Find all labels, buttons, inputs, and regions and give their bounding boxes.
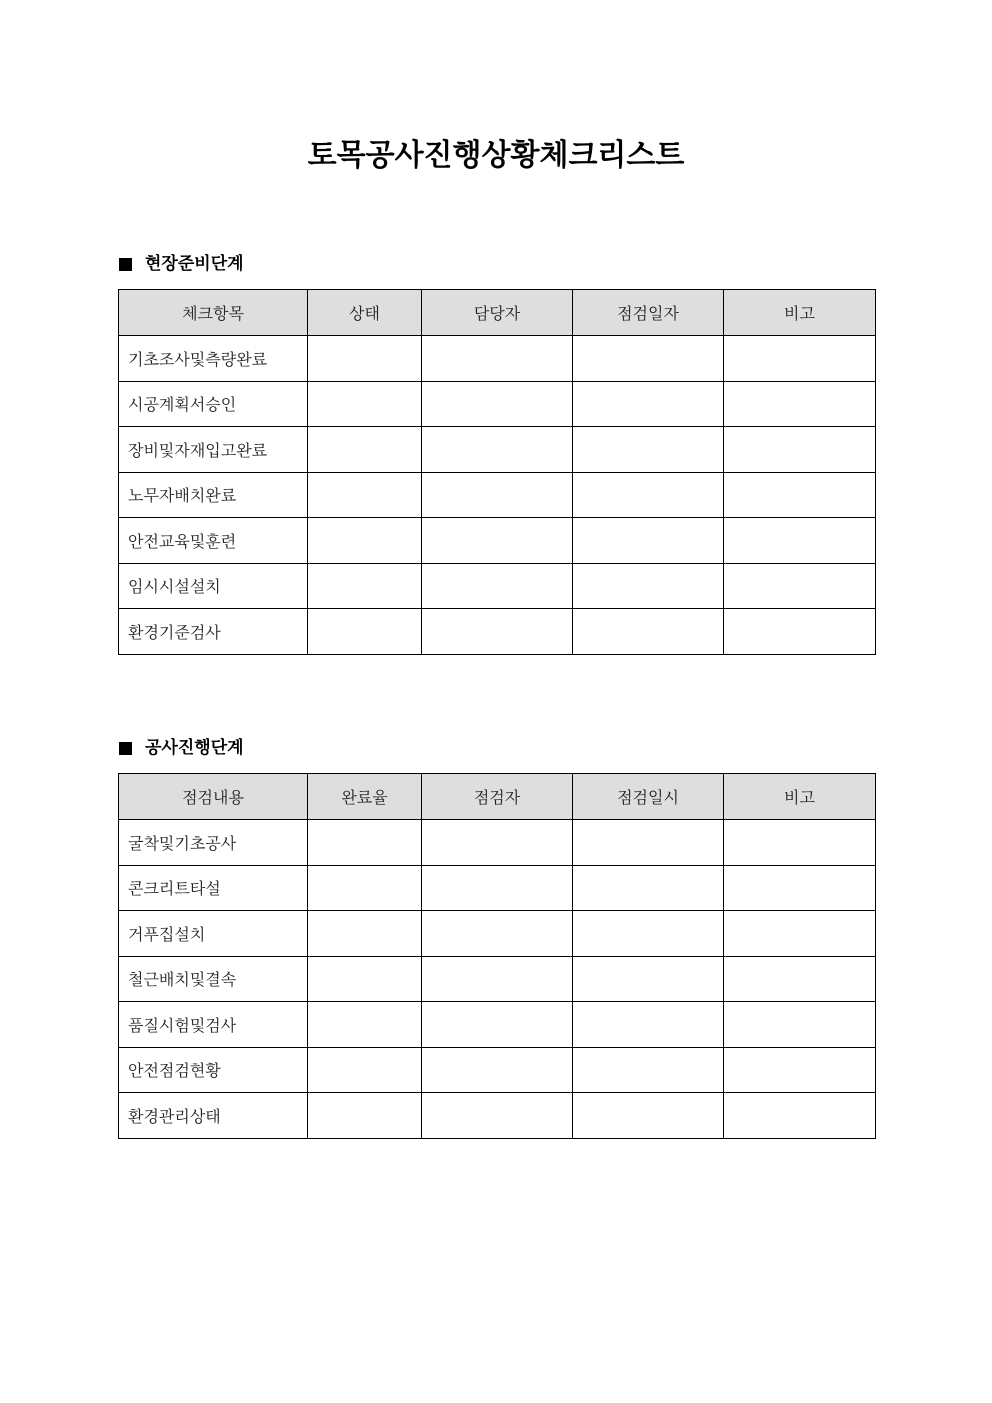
- inspection-item-cell: 안전점검현황: [119, 1047, 308, 1093]
- completion-rate-cell[interactable]: [308, 1047, 422, 1093]
- inspector-cell[interactable]: [422, 1002, 573, 1048]
- column-header-note: 비고: [724, 774, 876, 820]
- datetime-cell[interactable]: [573, 865, 724, 911]
- inspection-item-cell: 환경관리상태: [119, 1093, 308, 1139]
- manager-cell[interactable]: [422, 518, 573, 564]
- note-cell[interactable]: [724, 1002, 876, 1048]
- inspector-cell[interactable]: [422, 956, 573, 1002]
- completion-rate-cell[interactable]: [308, 1002, 422, 1048]
- inspector-cell[interactable]: [422, 820, 573, 866]
- date-cell[interactable]: [573, 381, 724, 427]
- note-cell[interactable]: [724, 956, 876, 1002]
- note-cell[interactable]: [724, 381, 876, 427]
- section-heading-site-preparation: [119, 252, 244, 276]
- note-cell[interactable]: [724, 911, 876, 957]
- table-row: [119, 427, 876, 473]
- note-cell[interactable]: [724, 820, 876, 866]
- manager-cell[interactable]: [422, 381, 573, 427]
- table-row: [119, 472, 876, 518]
- inspector-cell[interactable]: [422, 911, 573, 957]
- manager-cell[interactable]: [422, 427, 573, 473]
- column-header-check-item: 체크항목: [119, 290, 308, 336]
- completion-rate-cell[interactable]: [308, 1093, 422, 1139]
- table-row: [119, 336, 876, 382]
- datetime-cell[interactable]: [573, 911, 724, 957]
- construction-progress-table: [118, 773, 876, 1139]
- date-cell[interactable]: [573, 472, 724, 518]
- table-row: [119, 1093, 876, 1139]
- check-item-cell: 기초조사및측량완료: [119, 336, 308, 382]
- table-row: [119, 1047, 876, 1093]
- table-row: [119, 956, 876, 1002]
- status-cell[interactable]: [308, 518, 422, 564]
- table-row: [119, 1002, 876, 1048]
- inspector-cell[interactable]: [422, 1047, 573, 1093]
- note-cell[interactable]: [724, 472, 876, 518]
- note-cell[interactable]: [724, 1047, 876, 1093]
- note-cell[interactable]: [724, 1093, 876, 1139]
- datetime-cell[interactable]: [573, 1093, 724, 1139]
- date-cell[interactable]: [573, 427, 724, 473]
- section-heading-text: 현장준비단계: [145, 254, 244, 274]
- manager-cell[interactable]: [422, 609, 573, 655]
- site-preparation-table: [118, 289, 876, 655]
- status-cell[interactable]: [308, 563, 422, 609]
- note-cell[interactable]: [724, 427, 876, 473]
- table-row: [119, 820, 876, 866]
- column-header-status: 상태: [308, 290, 422, 336]
- status-cell[interactable]: [308, 427, 422, 473]
- datetime-cell[interactable]: [573, 820, 724, 866]
- inspection-item-cell: 콘크리트타설: [119, 865, 308, 911]
- check-item-cell: 안전교육및훈련: [119, 518, 308, 564]
- column-header-inspection-datetime: 점검일시: [573, 774, 724, 820]
- check-item-cell: 임시시설설치: [119, 563, 308, 609]
- column-header-manager: 담당자: [422, 290, 573, 336]
- note-cell[interactable]: [724, 563, 876, 609]
- completion-rate-cell[interactable]: [308, 820, 422, 866]
- note-cell[interactable]: [724, 865, 876, 911]
- column-header-inspection-content: 점검내용: [119, 774, 308, 820]
- status-cell[interactable]: [308, 609, 422, 655]
- table-row: [119, 609, 876, 655]
- inspector-cell[interactable]: [422, 1093, 573, 1139]
- date-cell[interactable]: [573, 609, 724, 655]
- section-heading-construction-progress: [119, 736, 244, 760]
- table-row: [119, 563, 876, 609]
- table-row: [119, 865, 876, 911]
- status-cell[interactable]: [308, 336, 422, 382]
- manager-cell[interactable]: [422, 336, 573, 382]
- check-item-cell: 노무자배치완료: [119, 472, 308, 518]
- column-header-inspector: 점검자: [422, 774, 573, 820]
- datetime-cell[interactable]: [573, 1047, 724, 1093]
- check-item-cell: 환경기준검사: [119, 609, 308, 655]
- table-row: [119, 911, 876, 957]
- manager-cell[interactable]: [422, 472, 573, 518]
- date-cell[interactable]: [573, 336, 724, 382]
- table-row: [119, 381, 876, 427]
- column-header-inspection-date: 점검일자: [573, 290, 724, 336]
- square-bullet-icon: [119, 742, 132, 755]
- column-header-note: 비고: [724, 290, 876, 336]
- table-header-row: [119, 290, 876, 336]
- check-item-cell: 시공계획서승인: [119, 381, 308, 427]
- datetime-cell[interactable]: [573, 956, 724, 1002]
- check-item-cell: 장비및자재입고완료: [119, 427, 308, 473]
- inspection-item-cell: 거푸집설치: [119, 911, 308, 957]
- note-cell[interactable]: [724, 518, 876, 564]
- date-cell[interactable]: [573, 563, 724, 609]
- status-cell[interactable]: [308, 472, 422, 518]
- table-header-row: [119, 774, 876, 820]
- inspection-item-cell: 철근배치및결속: [119, 956, 308, 1002]
- date-cell[interactable]: [573, 518, 724, 564]
- document-title: 토목공사진행상황체크리스트: [307, 138, 685, 173]
- completion-rate-cell[interactable]: [308, 911, 422, 957]
- section-heading-text: 공사진행단계: [145, 738, 244, 758]
- datetime-cell[interactable]: [573, 1002, 724, 1048]
- inspection-item-cell: 굴착및기초공사: [119, 820, 308, 866]
- manager-cell[interactable]: [422, 563, 573, 609]
- table-row: [119, 518, 876, 564]
- status-cell[interactable]: [308, 381, 422, 427]
- inspector-cell[interactable]: [422, 865, 573, 911]
- column-header-completion-rate: 완료율: [308, 774, 422, 820]
- inspection-item-cell: 품질시험및검사: [119, 1002, 308, 1048]
- completion-rate-cell[interactable]: [308, 865, 422, 911]
- square-bullet-icon: [119, 258, 132, 271]
- note-cell[interactable]: [724, 336, 876, 382]
- note-cell[interactable]: [724, 609, 876, 655]
- completion-rate-cell[interactable]: [308, 956, 422, 1002]
